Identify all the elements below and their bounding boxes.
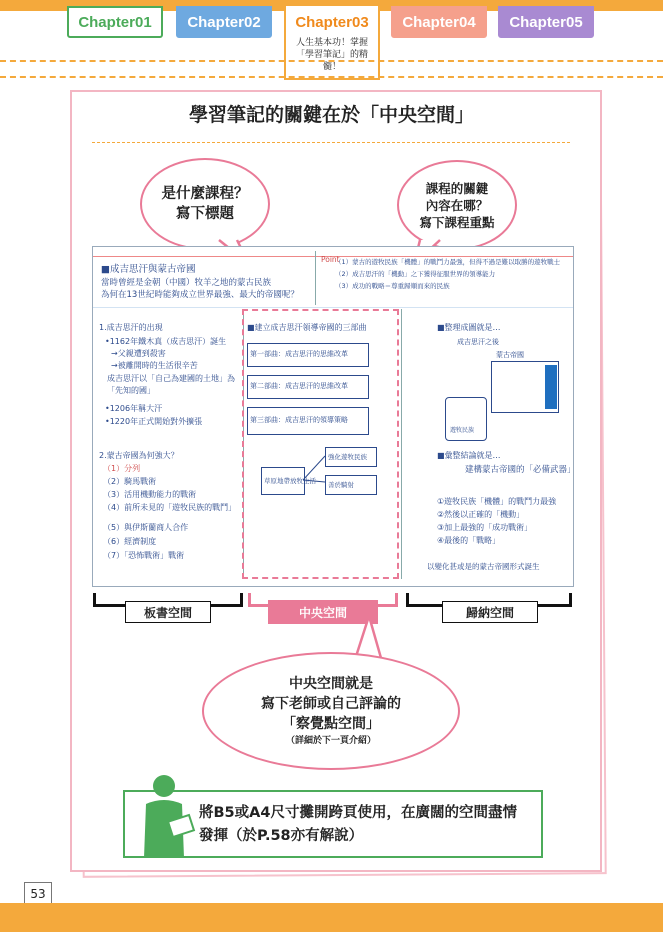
left-col2-8: （7）「恐怖戰術」戰術 bbox=[103, 551, 185, 560]
left-col-2: •1162年鐵木真（成吉思汗）誕生 bbox=[105, 337, 227, 346]
right-col-5: ■彙整結論就是… bbox=[437, 451, 501, 460]
bubble-right-line3: 寫下課程重點 bbox=[419, 214, 495, 230]
left-col-4: →被離開時的生活很辛苦 bbox=[111, 361, 198, 370]
point-3: （3）成功的戰略＝尊重歸順而來的民族 bbox=[335, 282, 450, 290]
page-number: 53 bbox=[24, 882, 52, 906]
point-2: （2）成吉思汗的「機動」之下獲得征服世界的領導能力 bbox=[335, 270, 496, 278]
left-col-8: •1220年正式開始對外擴張 bbox=[105, 417, 203, 426]
bubble-right bbox=[397, 160, 517, 250]
left-col-6: 「先知的國」 bbox=[107, 386, 155, 395]
tab-chapter03-label: Chapter03 bbox=[295, 14, 369, 31]
notebook-heading-sub2: 為何在13世紀時能夠成立世界最強、最大的帝國呢？ bbox=[101, 290, 299, 300]
bubble-left-line2: 寫下標題 bbox=[176, 206, 234, 222]
tab-chapter05[interactable]: Chapter05 bbox=[498, 6, 594, 38]
header-dashed-line-2 bbox=[0, 76, 663, 78]
right-col-11: 以變化甚或是的蒙古帝國形式誕生 bbox=[427, 562, 540, 571]
bubble-center bbox=[202, 652, 460, 770]
bubble-center-line2: 寫下老師或自己評論的 bbox=[261, 696, 401, 712]
left-col-5: 成吉思汗以「自己為建國的土地」為 bbox=[107, 374, 235, 383]
center-col-5: 草原地帶放牧生活 bbox=[264, 477, 316, 485]
bubble-left bbox=[140, 158, 270, 250]
center-col-4: 第三部曲：成吉思汗的領導策略 bbox=[250, 416, 348, 424]
right-col-2: 成吉思汗之後 bbox=[457, 338, 499, 346]
tip-text: 將B5或A4尺寸攤開跨頁使用，在廣闊的空間盡情發揮（於P.58亦有解說） bbox=[199, 805, 517, 844]
left-col-7: •1206年稱大汗 bbox=[105, 404, 163, 413]
tab-chapter01[interactable]: Chapter01 bbox=[67, 6, 163, 38]
left-col2-5: （4）前所未見的「遊牧民族的戰鬥」 bbox=[103, 503, 237, 512]
bubble-right-line1: 課程的關鍵 bbox=[425, 180, 489, 196]
header-dashed-line bbox=[0, 60, 663, 62]
bubble-right-line2: 內容在哪？ bbox=[425, 197, 489, 213]
right-col-3: 蒙古帝國 bbox=[496, 351, 524, 359]
right-col-9: ③加上最強的「成功戰術」 bbox=[437, 523, 533, 532]
central-space-outline bbox=[242, 309, 399, 579]
point-label: Point bbox=[321, 255, 340, 264]
point-separator bbox=[315, 251, 316, 305]
tab-chapter03-subtitle: 人生基本功！掌握「學習筆記」的精髓！ bbox=[295, 38, 368, 72]
label-board-space: 板書空間 bbox=[125, 601, 211, 623]
left-col-1: 1.成吉思汗的出現 bbox=[99, 323, 163, 332]
center-col-1: ■建立成吉思汗領導帝國的三部曲 bbox=[247, 323, 367, 332]
center-col-6: 強化遊牧民族 bbox=[328, 453, 367, 461]
left-col2-3: （2）騎馬戰術 bbox=[103, 477, 157, 486]
person-sketch bbox=[445, 397, 487, 441]
bubble-center-note: （詳細於下一頁介紹） bbox=[285, 736, 376, 746]
right-col-7: ①遊牧民族「機體」的戰鬥力最強 bbox=[437, 497, 557, 506]
page-title: 學習筆記的關鍵在於「中央空間」 bbox=[188, 104, 474, 126]
center-col-3: 第二部曲：成吉思汗的思維改革 bbox=[250, 382, 348, 390]
column-separator-right bbox=[401, 309, 402, 579]
notebook-heading: ■成吉思汗與蒙古帝國 bbox=[101, 264, 196, 275]
person-reading-icon bbox=[138, 772, 202, 862]
label-central-space: 中央空間 bbox=[268, 600, 378, 624]
right-col-6: 建構蒙古帝國的「必備武器」 bbox=[465, 465, 576, 475]
left-col2-7: （6）經濟制度 bbox=[103, 537, 157, 546]
tab-chapter04[interactable]: Chapter04 bbox=[391, 6, 487, 38]
center-col-7: 善於騎射 bbox=[328, 481, 354, 489]
bubble-left-line1: 是什麼課程？ bbox=[161, 186, 249, 202]
bubble-center-line1: 中央空間就是 bbox=[289, 676, 373, 692]
left-col2-2: （1）分列 bbox=[103, 464, 141, 473]
ruled-line bbox=[93, 307, 573, 308]
right-col-8: ②然後以正確的「機動」 bbox=[437, 510, 525, 519]
title-underline bbox=[92, 142, 570, 143]
point-1: （1）蒙古的遊牧民族「機體」的戰鬥力最強，但得不過是難以取勝的遊牧戰士 bbox=[335, 258, 561, 266]
bubble-center-line3: 「察覺點空間」 bbox=[282, 716, 380, 732]
notebook-heading-sub1: 當時曾經是金朝（中國）牧羊之地的蒙古民族 bbox=[101, 278, 272, 288]
left-col-3: →父親遭到殺害 bbox=[111, 349, 166, 358]
label-summary-space: 歸納空間 bbox=[442, 601, 538, 623]
right-col-10: ④最後的「戰略」 bbox=[437, 536, 501, 545]
tab-chapter03[interactable] bbox=[284, 6, 380, 80]
left-col2-1: 2.蒙古帝國為何強大？ bbox=[99, 451, 179, 460]
right-col-4: 遊牧民族 bbox=[450, 427, 475, 434]
tab-chapter02[interactable]: Chapter02 bbox=[176, 6, 272, 38]
left-col2-4: （3）活用機動能力的戰術 bbox=[103, 490, 197, 499]
center-col-2: 第一部曲：成吉思汗的思維改革 bbox=[250, 350, 348, 358]
right-col-1: ■整理成圖就是… bbox=[437, 323, 501, 332]
left-col2-6: （5）與伊斯蘭商人合作 bbox=[103, 523, 189, 532]
arrow-up-icon bbox=[545, 365, 557, 409]
bottom-color-bar bbox=[0, 903, 663, 932]
